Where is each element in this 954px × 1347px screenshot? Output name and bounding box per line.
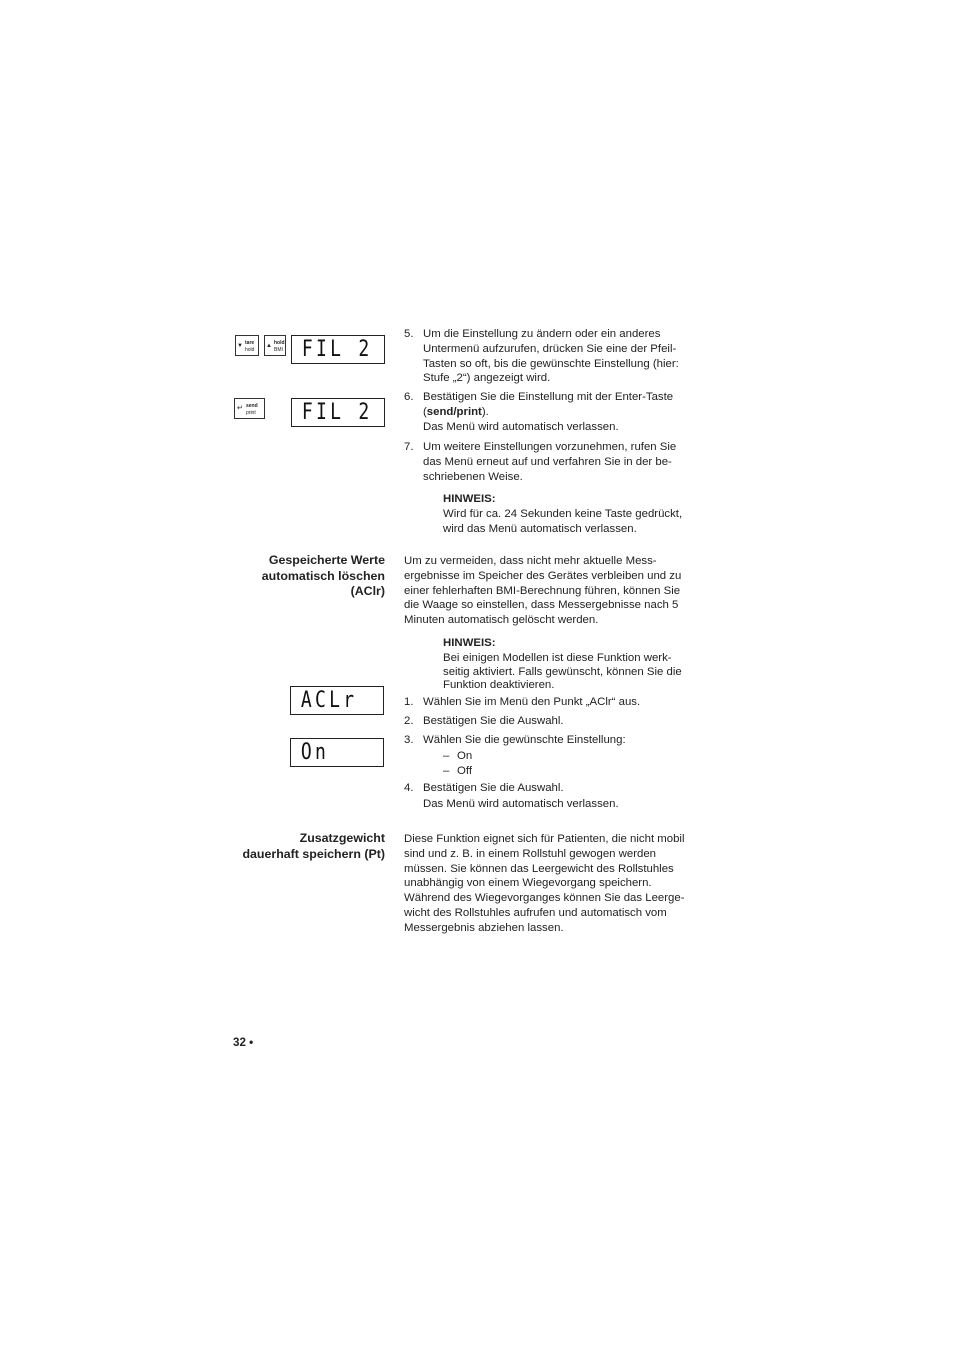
note-line: seitig aktiviert. Falls gewünscht, können Sie die bbox=[443, 665, 682, 678]
note-line: Funktion deaktivieren. bbox=[443, 678, 555, 691]
heading-line: Gespeicherte Werte bbox=[268, 553, 385, 567]
step-line: schriebenen Weise. bbox=[423, 470, 523, 483]
aclr-step-4 bbox=[404, 781, 694, 812]
step-line: Bestätigen Sie die Auswahl. bbox=[423, 782, 564, 794]
step-line: das Menü erneut auf und verfahren Sie in der be- bbox=[423, 455, 672, 468]
step-line: Wählen Sie die gewünschte Einstellung: bbox=[423, 734, 626, 746]
note-line: wird das Menü automatisch verlassen. bbox=[443, 522, 637, 535]
aclr-intro bbox=[404, 554, 694, 628]
body-line: unabhängig von einem Wiegevorgang speichern. bbox=[404, 877, 652, 890]
heading-line: automatisch löschen bbox=[261, 568, 385, 583]
step-line: Bestätigen Sie die Auswahl. bbox=[423, 715, 564, 727]
option-text: On bbox=[457, 750, 473, 762]
note-label: HINWEIS: bbox=[443, 637, 496, 649]
step-line: Stufe „2“) angezeigt wird. bbox=[423, 372, 551, 385]
note-line: Bei einigen Modellen ist diese Funktion werk- bbox=[443, 651, 672, 664]
display-on bbox=[290, 738, 384, 767]
option-text: Off bbox=[457, 765, 472, 777]
heading-aclr bbox=[185, 553, 385, 600]
step-line: Das Menü wird automatisch verlassen. bbox=[423, 797, 619, 810]
body-line: müssen. Sie können das Leergewicht des Rollstuhles bbox=[404, 862, 674, 875]
key-label-top: send bbox=[246, 403, 258, 409]
step-number: 1. bbox=[404, 696, 414, 708]
key-label-bottom: print bbox=[246, 410, 256, 416]
step-line: Um die Einstellung zu ändern oder ein anderes bbox=[423, 328, 661, 340]
paren-open: ( bbox=[423, 405, 427, 418]
up-arrow-key[interactable] bbox=[264, 335, 286, 356]
aclr-step-2 bbox=[404, 714, 694, 729]
display-text: FIL 2 bbox=[301, 337, 373, 362]
step-line: Das Menü wird automatisch verlassen. bbox=[423, 420, 619, 433]
key-label-top: hold bbox=[274, 340, 285, 346]
dash-bullet: – bbox=[443, 750, 450, 762]
intro-line: ergebnisse im Speicher des Gerätes verbleiben und zu bbox=[404, 569, 682, 582]
note-line: Wird für ca. 24 Sekunden keine Taste gedrückt, bbox=[443, 507, 683, 520]
step-number: 5. bbox=[404, 328, 414, 340]
step-number: 3. bbox=[404, 734, 414, 746]
display-fil-2 bbox=[291, 335, 385, 364]
dash-bullet: – bbox=[443, 765, 450, 777]
step-line bbox=[423, 405, 694, 420]
key-label-bottom: hold bbox=[245, 347, 255, 353]
step-5 bbox=[404, 327, 694, 386]
down-arrow-key[interactable] bbox=[235, 335, 259, 356]
paren-close: ). bbox=[481, 405, 489, 418]
key-name: send/print bbox=[426, 405, 482, 418]
body-line: wicht des Rollstuhles aufrufen und automatisch vom bbox=[404, 906, 667, 919]
note-aclr bbox=[443, 636, 695, 692]
heading-line: Zusatzgewicht bbox=[299, 831, 385, 845]
step-line: Bestätigen Sie die Einstellung mit der Enter-Taste bbox=[423, 391, 674, 403]
intro-line: einer fehlerhaften BMI-Berechnung führen, können Sie bbox=[404, 584, 681, 597]
intro-line: Minuten automatisch gelöscht werden. bbox=[404, 614, 599, 627]
step-number: 6. bbox=[404, 391, 414, 403]
step-number: 7. bbox=[404, 441, 414, 453]
display-text: ACLr bbox=[300, 688, 358, 713]
step-line: Um weitere Einstellungen vorzunehmen, rufen Sie bbox=[423, 441, 677, 453]
step-line: Tasten so oft, bis die gewünschte Einstellung (hier: bbox=[423, 357, 679, 370]
enter-icon: ↵ bbox=[237, 405, 243, 412]
key-label-top: tare bbox=[245, 340, 255, 346]
display-text: FIL 2 bbox=[301, 400, 373, 425]
heading-line: dauerhaft speichern (Pt) bbox=[242, 846, 385, 861]
display-fil-2-confirm bbox=[291, 398, 385, 427]
heading-line: (AClr) bbox=[350, 584, 385, 599]
note-timeout bbox=[443, 492, 695, 536]
aclr-step-1 bbox=[404, 695, 694, 710]
step-number: 2. bbox=[404, 715, 414, 727]
pt-column bbox=[404, 832, 694, 936]
option-on bbox=[443, 749, 473, 764]
page-number: 32 • bbox=[233, 1036, 254, 1049]
aclr-step-3 bbox=[404, 733, 694, 748]
body-line: Während des Wiegevorganges können Sie das Leerge- bbox=[404, 892, 685, 905]
body-line: Messergebnis abziehen lassen. bbox=[404, 921, 564, 934]
intro-line: die Waage so einstellen, dass Messergebnisse nach 5 bbox=[404, 599, 679, 612]
intro-line: Um zu vermeiden, dass nicht mehr aktuelle Mess- bbox=[404, 555, 657, 567]
body-line: Diese Funktion eignet sich für Patienten, die nicht mobil bbox=[404, 833, 685, 845]
step-number: 4. bbox=[404, 782, 414, 794]
step-line: Untermenü aufzurufen, drücken Sie eine der Pfeil- bbox=[423, 342, 677, 355]
up-arrow-icon: ▲ bbox=[266, 343, 272, 349]
option-off bbox=[443, 764, 472, 779]
display-aclr bbox=[290, 686, 384, 715]
heading-pt bbox=[185, 831, 385, 862]
key-label-bottom: BMI bbox=[274, 347, 283, 353]
step-7 bbox=[404, 440, 694, 484]
step-line: Wählen Sie im Menü den Punkt „AClr“ aus. bbox=[423, 696, 641, 708]
send-print-key[interactable] bbox=[234, 398, 265, 419]
body-line: sind und z. B. in einem Rollstuhl gewogen werden bbox=[404, 847, 657, 860]
note-label: HINWEIS: bbox=[443, 493, 496, 505]
display-text: On bbox=[300, 740, 330, 765]
step-6 bbox=[404, 390, 694, 434]
down-arrow-icon: ▼ bbox=[237, 343, 243, 349]
